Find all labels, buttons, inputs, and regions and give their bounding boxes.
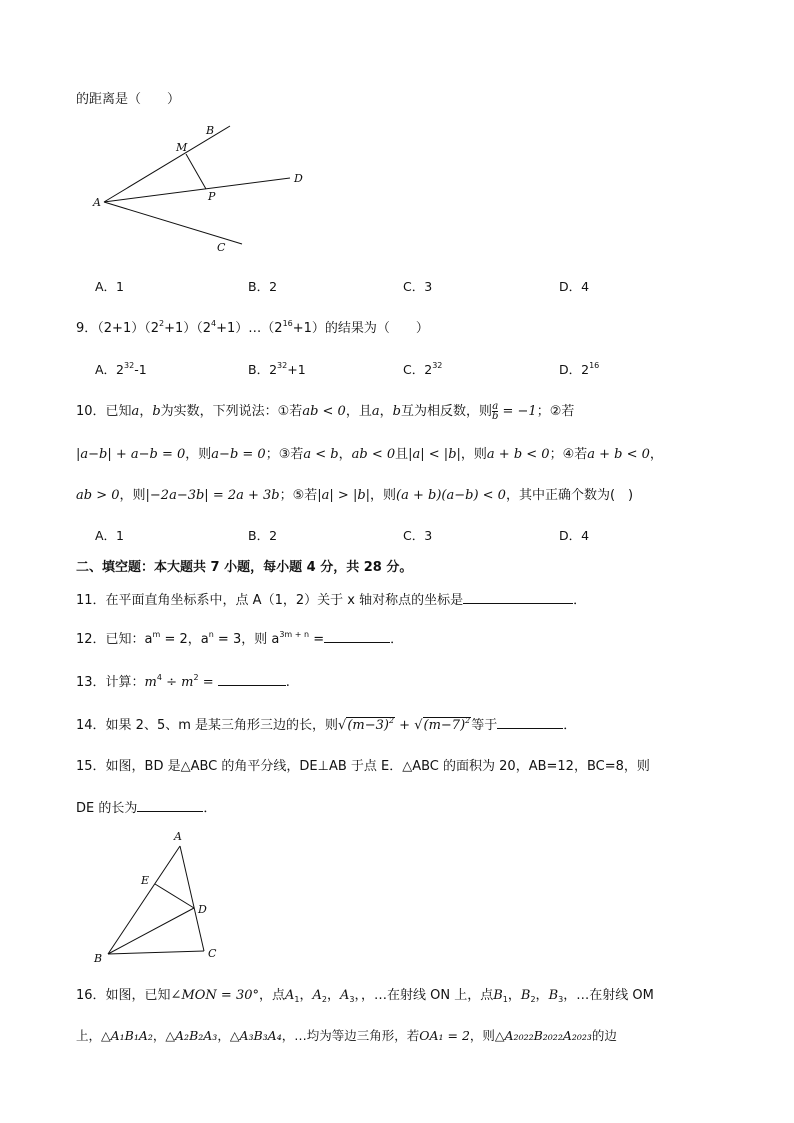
q9-option-c: C．$2^{32}$ xyxy=(403,361,443,377)
label-p: P xyxy=(208,190,216,203)
answer-blank[interactable] xyxy=(497,716,563,729)
side-bc xyxy=(108,951,204,954)
q9-stem: 9．$(2+1)(2^2+1)(2^4+1)\dots(2^{16}+1)$的结果为（ ） xyxy=(76,319,429,336)
q12: 12．已知：$a^m = 2$，$a^n = 3$，则 $a^{3m + n}$ = ． xyxy=(76,630,404,647)
q13: 13．计算：$m^4 \div m^2$ = . xyxy=(76,673,290,690)
q8-tail: 的距离是（ ） xyxy=(76,92,181,107)
sqrt-2: $(m-7)^2$ xyxy=(423,716,471,733)
q8-figure xyxy=(90,118,310,258)
segment-de xyxy=(155,884,194,908)
q15-line1: 15．如图，BD 是△ABC 的角平分线，DE⊥AB 于点 E．△ABC 的面积为 20，AB=12，BC=8，则 xyxy=(76,759,650,774)
q10-option-c: C．3 xyxy=(403,528,433,543)
label-d: D xyxy=(198,903,207,916)
label-b: B xyxy=(94,952,103,965)
sqrt-1: $(m-3)^2$ xyxy=(347,716,395,733)
q10-option-b: B．2 xyxy=(248,528,278,543)
q15-figure xyxy=(90,826,230,968)
ray-ad xyxy=(104,178,290,202)
side-ac xyxy=(180,846,204,951)
q8-option-b: B．2 xyxy=(248,279,278,294)
q14: 14．如果 2、5、m 是某三角形三边的长，则$√(m-3)^2 + √(m-7)^2$等于 ． xyxy=(76,716,577,733)
q10-line1: 10．已知a，b为实数，下列说法：①若ab < 0，且a，b互为相反数，则 $\frac{a}{b}$ = −1；②若 xyxy=(76,401,575,422)
section-heading: 二、填空题：本大题共 7 小题，每小题 4 分，共 28 分。 xyxy=(76,560,413,575)
answer-blank[interactable] xyxy=(137,799,203,812)
q8-option-d: D．4 xyxy=(559,279,590,294)
q9-option-a: A．$2^{32}-1$ xyxy=(95,361,147,377)
q16-line1: 16．如图，已知∠MON = 30°，点$A_1$，$A_2$，$A_3$，，…在射线 ON 上，点$B_1$，$B_2$，$B_3$，…在射线 OM xyxy=(76,988,654,1004)
q10-line3: ab > 0，则|−2a−3b| = 2a + 3b；⑤若|a| > |b|，则(a + b)(a−b) < 0，其中正确个数为( ) xyxy=(76,488,634,503)
q10-option-d: D．4 xyxy=(559,528,590,543)
label-c: C xyxy=(208,947,217,960)
label-d: D xyxy=(294,172,303,185)
q9-option-d: D．$2^{16}$ xyxy=(559,361,600,377)
label-a: A xyxy=(93,196,101,209)
label-e: E xyxy=(141,874,150,887)
segment-bd xyxy=(108,908,194,954)
q9-option-b: B．$2^{32}+1$ xyxy=(248,361,306,377)
q16-line2: 上，△A₁B₁A₂，△A₂B₂A₃，△A₃B₃A₄，…均为等边三角形，若OA₁ = 2，则△A₂₀₂₂B₂₀₂₂A₂₀₂₃的边 xyxy=(76,1028,617,1043)
q8-option-a: A．1 xyxy=(95,279,125,294)
label-m: M xyxy=(176,141,188,154)
q15-line2: DE 的长为 ． xyxy=(76,801,217,816)
fraction-a-over-b: $\frac{a}{b}$ xyxy=(491,401,499,422)
side-ab xyxy=(108,846,180,954)
label-a: A xyxy=(174,830,182,843)
answer-blank[interactable] xyxy=(324,630,390,643)
segment-mp xyxy=(186,154,206,189)
label-b: B xyxy=(206,124,215,137)
q10-line2: |a−b| + a−b = 0，则a−b = 0；③若a < b，ab < 0且|a| < |b|，则a + b < 0；④若a + b < 0， xyxy=(76,447,663,462)
q10-option-a: A．1 xyxy=(95,528,125,543)
label-c: C xyxy=(217,241,226,254)
q8-option-c: C．3 xyxy=(403,279,433,294)
q11: 11．在平面直角坐标系中，点 A（1，2）关于 x 轴对称点的坐标是 ． xyxy=(76,593,587,608)
answer-blank[interactable] xyxy=(218,673,286,686)
answer-blank[interactable] xyxy=(463,591,573,604)
ray-ac xyxy=(104,202,242,244)
